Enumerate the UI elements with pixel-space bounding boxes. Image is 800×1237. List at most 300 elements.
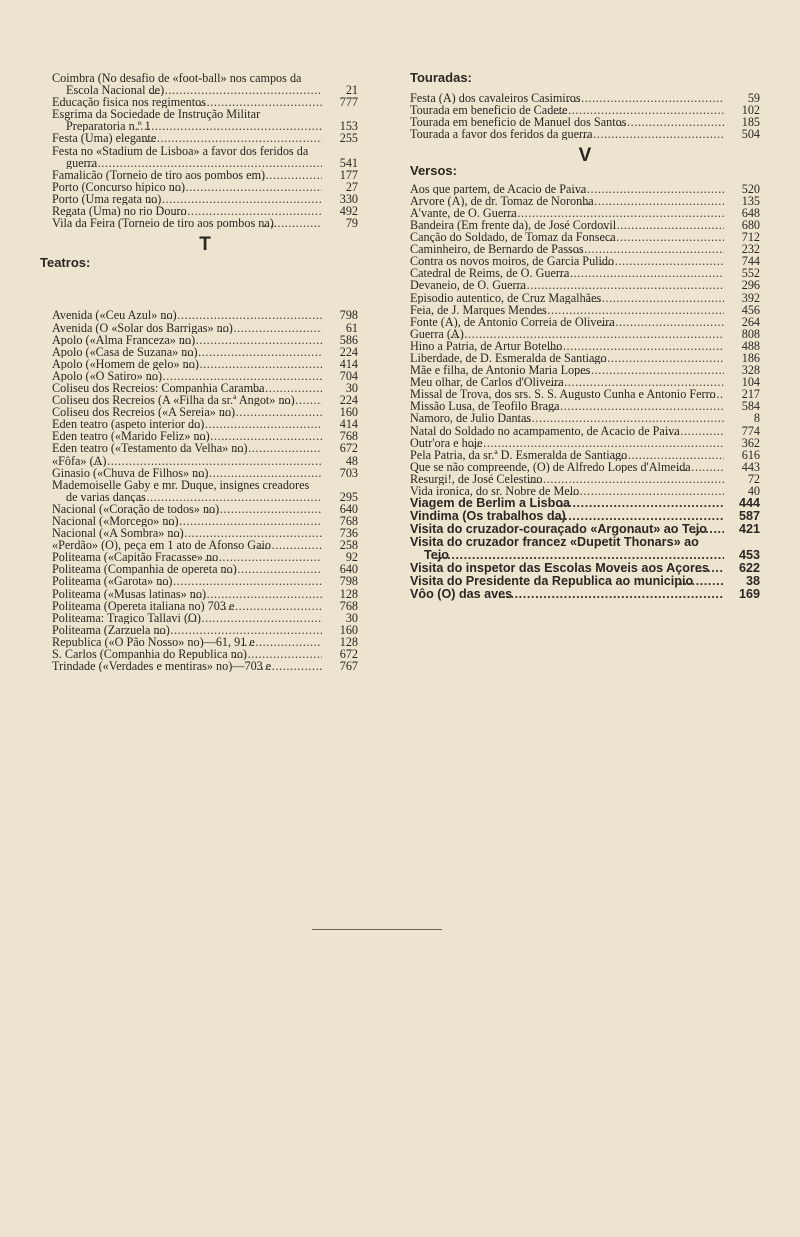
- entry-title: [410, 207, 724, 219]
- page-number: 128: [339, 634, 358, 649]
- page-number: 703: [339, 465, 358, 480]
- entry-title: [410, 267, 724, 279]
- entry-title: [52, 442, 322, 454]
- entry-title-text: Politeama («Capitão Fracasse» no .....: [52, 551, 218, 563]
- index-entry: [52, 96, 358, 108]
- page-number: 392: [741, 290, 760, 305]
- entry-title: [410, 437, 724, 449]
- entry-title-text: «Perdão» (O), peça em 1 ato de Afonso Gaio .....: [52, 539, 271, 551]
- entry-title-text: Vida ironica, do sr. Nobre de Melo .....: [410, 485, 579, 497]
- entry-title: [410, 231, 724, 243]
- entry-title: [52, 612, 322, 624]
- page-number: 102: [741, 103, 760, 118]
- entry-title: [410, 116, 724, 128]
- page-number: 622: [738, 561, 760, 576]
- entry-title-text: Fonte (A), de Antonio Correia de Oliveira .....: [410, 316, 615, 328]
- index-entry: [52, 418, 358, 430]
- entry-title-text: «Fôfa» (A) .....: [52, 455, 107, 467]
- entry-title: [410, 388, 724, 400]
- entry-title-text: Esgrima da Sociedade de Instrução Militar Preparatoria n.º 1 .....: [52, 108, 260, 132]
- page-number: 552: [741, 266, 760, 281]
- page-number: 520: [741, 181, 760, 196]
- index-entry: [52, 322, 358, 334]
- index-entry: [52, 563, 358, 575]
- entry-title-text: Tourada em beneficio de Cadete .....: [410, 104, 568, 116]
- index-entry: [52, 515, 358, 527]
- entry-title-text: Politeama (Zarzuela no) .....: [52, 624, 170, 636]
- bold-entries-list: [410, 497, 760, 601]
- page-number: 59: [747, 91, 760, 106]
- entry-title-text: Trindade («Verdades e mentiras» no)—703 e .....: [52, 660, 271, 672]
- index-entry: [410, 473, 760, 485]
- entry-title: [410, 92, 724, 104]
- entry-title: [52, 563, 322, 575]
- index-entry: [52, 217, 358, 229]
- index-entry: [52, 455, 358, 467]
- index-entry: [410, 510, 760, 523]
- index-entry: [410, 352, 760, 364]
- page-number: 798: [339, 308, 358, 323]
- index-entry: [410, 255, 760, 267]
- entry-title-text: Pela Patria, da sr.ª D. Esmeralda de Santiago .....: [410, 449, 627, 461]
- index-entry: [52, 406, 358, 418]
- entry-title-text: Resurgi!, de José Celestino .....: [410, 473, 542, 485]
- index-entry: [52, 334, 358, 346]
- entry-title-text: Guerra (A) .....: [410, 328, 464, 340]
- page-number: 456: [741, 302, 760, 317]
- index-entry: [52, 193, 358, 205]
- entry-title: [52, 539, 322, 551]
- page-number: 92: [345, 550, 358, 565]
- entry-title-text: Missão Lusa, de Teofilo Braga .....: [410, 400, 560, 412]
- index-entry: [410, 304, 760, 316]
- entry-title: [52, 334, 322, 346]
- entry-title: [410, 219, 724, 231]
- index-entry: [52, 660, 358, 672]
- index-entry: [52, 72, 358, 96]
- page-number: 616: [741, 447, 760, 462]
- entry-title: [52, 205, 322, 217]
- letter-t-heading: T: [199, 234, 211, 256]
- entry-title-text: Que se não compreende, (O) de Alfredo Lopes d'Almeida .....: [410, 461, 691, 473]
- index-entry: [410, 588, 760, 601]
- index-entry: [410, 461, 760, 473]
- entry-title-text: Namoro, de Julio Dantas .....: [410, 412, 531, 424]
- page-number: 586: [339, 332, 358, 347]
- entry-title: [52, 406, 322, 418]
- entry-title: [410, 376, 724, 388]
- page-number: 744: [741, 254, 760, 269]
- index-entry: [410, 219, 760, 231]
- page-number: 169: [738, 587, 760, 602]
- entry-title-text: Politeama («Garota» no) .....: [52, 575, 172, 587]
- entry-title: [410, 364, 724, 376]
- entry-title: [410, 340, 724, 352]
- page-number: 232: [741, 242, 760, 257]
- entry-title-text: Festa (Uma) elegante .....: [52, 132, 156, 144]
- page-number: 504: [741, 127, 760, 142]
- entry-title: [52, 660, 322, 672]
- entry-title-text: Liberdade, de D. Esmeralda de Santiago .....: [410, 352, 607, 364]
- index-entry: [410, 104, 760, 116]
- page-number: 27: [345, 179, 358, 194]
- index-entry: [410, 562, 760, 575]
- page-number: 712: [741, 230, 760, 245]
- teatros-list: [52, 309, 358, 672]
- index-entry: [410, 243, 760, 255]
- entry-title: [52, 467, 322, 479]
- entry-title: [410, 292, 724, 304]
- entry-title: [410, 279, 724, 291]
- index-entry: [410, 425, 760, 437]
- page-number: 160: [339, 622, 358, 637]
- page-number: 444: [738, 496, 760, 511]
- entry-title: [52, 575, 322, 587]
- entry-title-text: Arvore (A), de dr. Tomaz de Noronha .....: [410, 195, 594, 207]
- page-number: 414: [339, 417, 358, 432]
- index-entry: [52, 648, 358, 660]
- entry-title-text: Coimbra (No desafio de «foot-ball» nos campos da Escola Nacional de) .....: [52, 72, 301, 96]
- page-number: 768: [339, 514, 358, 528]
- entry-title-text: Visita do Presidente da Republica ao municipio .....: [410, 575, 693, 588]
- letter-v-heading: V: [578, 145, 592, 167]
- page-number: 768: [339, 429, 358, 444]
- entry-title-text: Natal do Soldado no acampamento, de Acacio de Paiva .....: [410, 425, 680, 437]
- page-number: 255: [339, 131, 358, 146]
- page-number: 224: [339, 344, 358, 359]
- page-number: 160: [339, 405, 358, 420]
- index-entry: [52, 181, 358, 193]
- entry-title-text: Visita do inspetor das Escolas Moveis aos Açores .....: [410, 562, 709, 575]
- index-entry: [410, 316, 760, 328]
- page-number: 584: [741, 399, 760, 414]
- entry-title-text: Tourada a favor dos feridos da guerra .....: [410, 128, 593, 140]
- entry-title-text: Politeama (Opereta italiana no) 703 e .....: [52, 600, 234, 612]
- index-entry: [410, 388, 760, 400]
- entry-title: [410, 195, 724, 207]
- entry-title-text: Viagem de Berlim a Lisboa .....: [410, 497, 570, 510]
- entry-title-text: Catedral de Reims, de O. Guerra .....: [410, 267, 569, 279]
- entry-title-text: Avenida (O «Solar dos Barrigas» no) .....: [52, 322, 233, 334]
- entry-title: [52, 145, 322, 169]
- index-entry: [410, 292, 760, 304]
- entry-title: [410, 255, 724, 267]
- entry-title: [410, 473, 724, 485]
- page-number: 648: [741, 205, 760, 220]
- entry-title-text: Porto (Concurso hipico no) .....: [52, 181, 185, 193]
- entry-title-text: Festa no «Stadium de Lisboa» a favor dos feridos da guerra .....: [52, 145, 308, 169]
- index-entry: [52, 527, 358, 539]
- page-number: 414: [339, 356, 358, 371]
- index-entry: [52, 503, 358, 515]
- entry-title: [52, 636, 322, 648]
- index-entry: [410, 412, 760, 424]
- page-number: 330: [339, 191, 358, 206]
- entry-title-text: Coliseu dos Recreios: Companhia Caramba .....: [52, 382, 265, 394]
- index-entry: [410, 575, 760, 588]
- entry-title-text: Politeama: Tragico Tallavi (O) .....: [52, 612, 201, 624]
- entry-title-text: Vila da Feira (Torneio de tiro aos pombos na). .....: [52, 217, 277, 229]
- page-number: 774: [741, 423, 760, 438]
- left-top-list: [52, 72, 358, 229]
- index-entry: [52, 479, 358, 503]
- entry-title-text: Republica («O Pão Nosso» no)—61, 91 e .....: [52, 636, 255, 648]
- entry-title: [52, 515, 322, 527]
- entry-title: [52, 394, 322, 406]
- entry-title-text: Hino a Patria, de Artur Botelho .....: [410, 340, 562, 352]
- index-entry: [410, 376, 760, 388]
- entry-title-text: Devaneio, de O. Guerra .....: [410, 279, 526, 291]
- page-number: 672: [339, 647, 358, 662]
- entry-title-text: Contra os novos moiros, de Garcia Pulido .....: [410, 255, 614, 267]
- entry-title: [52, 72, 322, 96]
- entry-title-text: Festa (A) dos cavaleiros Casimiros .....: [410, 92, 581, 104]
- page-number: 258: [339, 538, 358, 553]
- page-number: 492: [339, 204, 358, 219]
- entry-title: [52, 479, 322, 503]
- page-number: 30: [345, 610, 358, 625]
- page-number: 296: [741, 278, 760, 293]
- entry-title: [52, 382, 322, 394]
- entry-title-text: Eden teatro («Testamento da Velha» no) .....: [52, 442, 248, 454]
- index-entry: [410, 400, 760, 412]
- entry-title-text: Educação fisica nos regimentos .....: [52, 96, 206, 108]
- entry-title-text: Coliseu dos Recreios (A «Filha da sr.ª Angot» no) .....: [52, 394, 295, 406]
- index-entry: [52, 309, 358, 321]
- index-entry: [52, 636, 358, 648]
- index-entry: [410, 231, 760, 243]
- right-column: [410, 72, 760, 601]
- index-entry: [410, 195, 760, 207]
- index-entry: [410, 536, 760, 562]
- versos-heading: Versos:: [410, 162, 457, 178]
- page-number: 224: [339, 393, 358, 408]
- entry-title: [410, 575, 724, 588]
- index-entry: [52, 588, 358, 600]
- entry-title-text: Feia, de J. Marques Mendes .....: [410, 304, 547, 316]
- entry-title: [410, 400, 724, 412]
- page-number: 30: [345, 380, 358, 395]
- entry-title: [52, 551, 322, 563]
- entry-title-text: Visita do cruzador-couraçado «Argonaut» ao Tejo .....: [410, 523, 707, 536]
- index-entry: [410, 267, 760, 279]
- page-number: 104: [741, 375, 760, 390]
- page-number: 40: [747, 484, 760, 498]
- page-number: 680: [741, 217, 760, 232]
- entry-title: [52, 108, 322, 132]
- entry-title: [410, 412, 724, 424]
- index-entry: [410, 279, 760, 291]
- index-entry: [410, 183, 760, 195]
- page-number: 186: [741, 350, 760, 365]
- index-entry: [52, 358, 358, 370]
- entry-title-text: Outr'ora e hoje .....: [410, 437, 483, 449]
- index-entry: [410, 485, 760, 497]
- entry-title-text: Mademoiselle Gaby e mr. Duque, insignes creadores de varias danças .....: [52, 479, 309, 503]
- page-number: 541: [339, 155, 358, 170]
- entry-title: [52, 346, 322, 358]
- entry-title: [410, 425, 724, 437]
- page-number: 328: [741, 363, 760, 378]
- entry-title-text: Apolo («Homem de gelo» no) .....: [52, 358, 199, 370]
- entry-title: [410, 183, 724, 195]
- index-entry: [52, 145, 358, 169]
- entry-title: [52, 600, 322, 612]
- entry-title-text: Missal de Trova, dos srs. S. S. Augusto Cunha e Antonio Ferro .....: [410, 388, 716, 400]
- entry-title: [410, 588, 724, 601]
- page-number: 185: [741, 115, 760, 130]
- entry-title-text: A'vante, de O. Guerra .....: [410, 207, 517, 219]
- entry-title-text: Eden teatro (aspeto interior do) .....: [52, 418, 204, 430]
- page-number: 488: [741, 338, 760, 353]
- page-number: 264: [741, 314, 760, 329]
- page-number: 153: [339, 119, 358, 134]
- page-number: 768: [339, 598, 358, 613]
- index-entry: [52, 430, 358, 442]
- page-number: 362: [741, 435, 760, 450]
- entry-title: [410, 562, 724, 575]
- index-entry: [52, 394, 358, 406]
- entry-title: [410, 304, 724, 316]
- touradas-heading: Touradas:: [410, 70, 472, 85]
- entry-title-text: Nacional («Coração de todos» no) .....: [52, 503, 219, 515]
- entry-title: [410, 104, 724, 116]
- index-entry: [52, 539, 358, 551]
- page-number: 767: [339, 659, 358, 674]
- entry-title-text: Vôo (O) das aves .....: [410, 588, 512, 601]
- entry-title-text: Famalicão (Torneio de tiro aos pombos em) .....: [52, 169, 265, 181]
- entry-title-text: Episodio autentico, de Cruz Magalhães .....: [410, 292, 601, 304]
- index-entry: [52, 442, 358, 454]
- index-entry: [52, 346, 358, 358]
- entry-title-text: Coliseu dos Recreios («A Sereia» no) .....: [52, 406, 235, 418]
- entry-title: [410, 536, 724, 562]
- entry-title-text: Nacional («A Sombra» no) .....: [52, 527, 184, 539]
- page-number: 217: [741, 387, 760, 402]
- entry-title: [52, 217, 322, 229]
- entry-title: [52, 96, 322, 108]
- entry-title: [52, 358, 322, 370]
- entry-title: [52, 132, 322, 144]
- page-number: 48: [345, 453, 358, 468]
- entry-title-text: Visita do cruzador francez «Dupetit Thonars» ao Tejo .....: [410, 536, 699, 562]
- page-number: 421: [738, 522, 760, 537]
- entry-title-text: Apolo («Casa de Suzana» no) .....: [52, 346, 198, 358]
- index-entry: [410, 128, 760, 140]
- entry-title: [52, 418, 322, 430]
- entry-title-text: Bandeira (Em frente da), de José Cordovil .....: [410, 219, 616, 231]
- entry-title-text: Nacional («Morcego» no) .....: [52, 515, 179, 527]
- entry-title: [52, 648, 322, 660]
- page-number: 128: [339, 586, 358, 601]
- index-entry: [52, 169, 358, 181]
- page-number: 453: [738, 548, 760, 563]
- index-entry: [52, 600, 358, 612]
- index-entry: [52, 205, 358, 217]
- entry-title-text: Vindima (Os trabalhos da) .....: [410, 510, 566, 523]
- page-number: 672: [339, 441, 358, 456]
- entry-title-text: Canção do Soldado, de Tomaz da Fonseca .....: [410, 231, 616, 243]
- page-number: 72: [747, 471, 760, 486]
- entry-title: [52, 503, 322, 515]
- touradas-list: [410, 92, 760, 140]
- index-entry: [52, 624, 358, 636]
- entry-title: [410, 497, 724, 510]
- entry-title: [52, 322, 322, 334]
- index-entry: [410, 497, 760, 510]
- index-entry: [52, 370, 358, 382]
- page-number: 21: [345, 83, 358, 98]
- entry-title: [52, 588, 322, 600]
- entry-title-text: Porto (Uma regata no) .....: [52, 193, 161, 205]
- entry-title: [410, 510, 724, 523]
- entry-title-text: Politeama (Companhia de opereta no) .....: [52, 563, 237, 575]
- entry-title-text: Caminheiro, de Bernardo de Passos .....: [410, 243, 584, 255]
- index-entry: [410, 207, 760, 219]
- entry-title: [410, 352, 724, 364]
- entry-title: [52, 309, 322, 321]
- page-number: 177: [339, 167, 358, 182]
- index-entry: [52, 108, 358, 132]
- entry-title: [52, 169, 322, 181]
- index-entry: [410, 449, 760, 461]
- page-number: 587: [738, 509, 760, 524]
- entry-title-text: Apolo («O Satiro» no) .....: [52, 370, 162, 382]
- entry-title-text: Avenida («Ceu Azul» no) .....: [52, 309, 177, 321]
- index-entry: [410, 328, 760, 340]
- page-number: 736: [339, 526, 358, 541]
- page-number: 640: [339, 562, 358, 577]
- entry-title: [52, 624, 322, 636]
- entry-title: [410, 523, 724, 536]
- entry-title-text: Apolo («Alma Franceza» no) .....: [52, 334, 195, 346]
- entry-title: [410, 449, 724, 461]
- index-entry: [52, 551, 358, 563]
- page-number: 443: [741, 459, 760, 474]
- page-number: 135: [741, 193, 760, 208]
- entry-title-text: Ginasio («Chuva de Filhos» no) .....: [52, 467, 208, 479]
- entry-title: [410, 461, 724, 473]
- entry-title: [410, 316, 724, 328]
- page-number: 798: [339, 574, 358, 589]
- versos-list: [410, 183, 760, 497]
- entry-title-text: Mãe e filha, de Antonio Maria Lopes .....: [410, 364, 590, 376]
- entry-title-text: Eden teatro («Marido Feliz» no) .....: [52, 430, 210, 442]
- entry-title-text: Regata (Uma) no rio Douro .....: [52, 205, 187, 217]
- page-number: 704: [339, 368, 358, 383]
- index-entry: [52, 382, 358, 394]
- teatros-heading: Teatros:: [40, 255, 91, 271]
- entry-title: [410, 243, 724, 255]
- index-entry: [410, 523, 760, 536]
- index-entry: [52, 612, 358, 624]
- index-entry: [410, 92, 760, 104]
- spacer: [52, 283, 358, 309]
- page-number: 808: [741, 326, 760, 341]
- entry-title: [52, 193, 322, 205]
- entry-title: [410, 128, 724, 140]
- index-entry: [410, 437, 760, 449]
- index-entry: [52, 132, 358, 144]
- index-entry: [52, 575, 358, 587]
- entry-title-text: S. Carlos (Companhia do Republica no) .....: [52, 648, 247, 660]
- divider-rule: [312, 929, 442, 930]
- entry-title: [52, 527, 322, 539]
- page-number: 640: [339, 501, 358, 516]
- index-entry: [410, 116, 760, 128]
- entry-title-text: Tourada em beneficio de Manuel dos Santos .....: [410, 116, 626, 128]
- entry-title: [52, 181, 322, 193]
